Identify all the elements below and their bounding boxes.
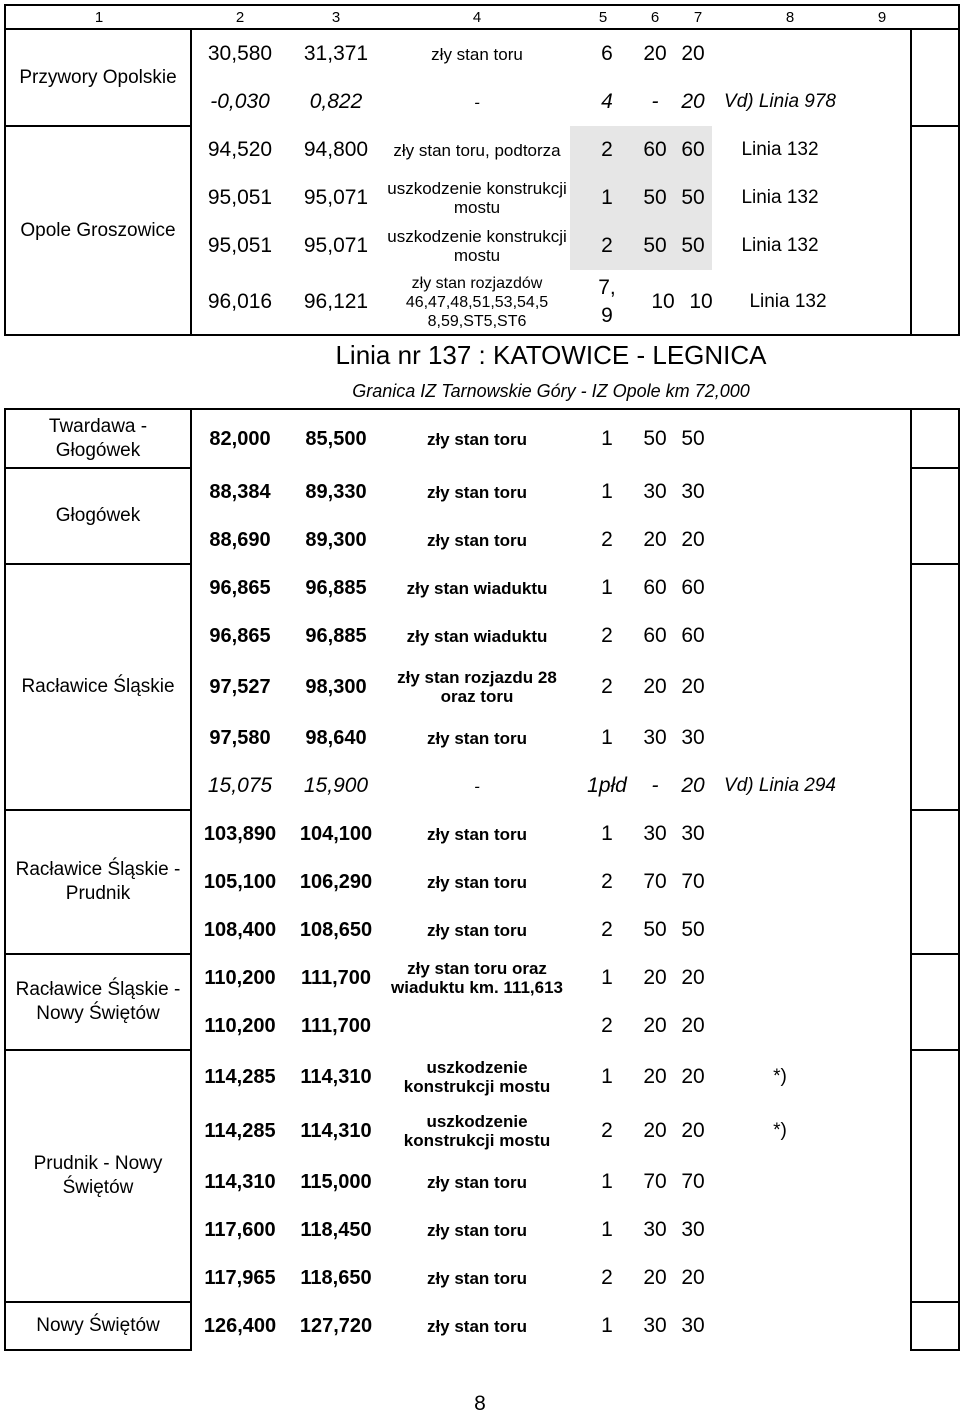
section-header (191, 335, 911, 409)
restriction-row (192, 410, 910, 468)
track: 1 (601, 726, 613, 749)
to-km: 85,500 (305, 427, 367, 450)
station-name: Opole Groszowice (20, 219, 176, 241)
track: 6 (601, 42, 613, 65)
speed-2: 20 (681, 675, 705, 698)
restriction-row (192, 714, 910, 762)
speed-2: 50 (674, 174, 712, 222)
to-km: 114,310 (300, 1119, 372, 1142)
reason: zły stan toru (426, 429, 528, 449)
track: 1 (601, 1065, 613, 1088)
restriction-row (192, 858, 910, 906)
from-km: 117,600 (204, 1218, 276, 1241)
station-cell (5, 1050, 191, 1302)
to-km: 0,822 (309, 90, 363, 113)
speed-1: 50 (636, 174, 674, 222)
speed-1: 60 (643, 576, 667, 599)
speed-1: 70 (643, 870, 667, 893)
restriction-row (192, 564, 910, 612)
restriction-row (192, 126, 910, 174)
from-km: 108,400 (203, 918, 277, 941)
reason: uszkodzenie konstrukcji mostu (403, 1058, 551, 1096)
header-row (5, 5, 959, 29)
to-km: 118,450 (300, 1218, 372, 1241)
speed-2: 30 (681, 480, 705, 503)
track: 1 (601, 1314, 613, 1337)
track: 2 (601, 1119, 613, 1142)
speed-1: 20 (643, 1065, 667, 1088)
speed-1: 20 (643, 1014, 667, 1037)
note: *) (773, 1120, 787, 1141)
reason: zły stan toru (431, 44, 523, 64)
reason: zły stan toru (426, 872, 528, 892)
to-km: 96,121 (303, 290, 369, 313)
note: Linia 132 (749, 291, 827, 312)
reason: zły stan toru (426, 1220, 528, 1240)
track: 1 (601, 822, 613, 845)
speed-1: 20 (643, 42, 667, 65)
speed-2: 60 (674, 126, 712, 174)
speed-2: 20 (681, 966, 705, 989)
from-km: 117,965 (204, 1266, 276, 1289)
from-km: 126,400 (203, 1314, 277, 1337)
from-km: 15,075 (207, 774, 273, 797)
reason: zły stan toru oraz wiaduktu km. 111,613 (391, 959, 563, 997)
speed-1: 10 (651, 290, 675, 313)
speed-1: 50 (636, 222, 674, 270)
station-name: Twardawa - Głogówek (48, 415, 148, 461)
from-km: 105,100 (203, 870, 277, 893)
track: 1 (601, 966, 613, 989)
restrictions-table (4, 4, 958, 1380)
col-1-header: 1 (94, 8, 104, 26)
track: 4 (601, 90, 613, 113)
reason: zły stan wiaduktu (406, 578, 548, 598)
col-2-header: 2 (235, 8, 245, 26)
station-name: Nowy Świętów (36, 1315, 160, 1336)
station-cell (5, 954, 191, 1050)
restriction-row (192, 810, 910, 858)
to-km: 127,720 (299, 1314, 373, 1337)
speed-2: 50 (674, 222, 712, 270)
to-km: 96,885 (305, 624, 367, 647)
to-km: 31,371 (303, 42, 369, 65)
restriction-row (192, 1158, 910, 1206)
track: 2 (570, 222, 636, 270)
speed-1: 20 (643, 675, 667, 698)
from-km: 95,051 (207, 234, 273, 257)
track: 2 (601, 1014, 613, 1037)
speed-1: 20 (643, 1119, 667, 1142)
speed-1: 60 (643, 624, 667, 647)
reason: - (474, 776, 480, 796)
speed-2: 70 (681, 870, 705, 893)
restriction-row (192, 762, 910, 810)
from-km: -0,030 (210, 90, 270, 113)
restriction-row (192, 1206, 910, 1254)
track: 2 (601, 528, 613, 551)
from-km: 96,016 (207, 290, 273, 313)
speed-2: 20 (681, 774, 705, 797)
reason: uszkodzenie konstrukcji mostu (403, 1112, 551, 1150)
note: Vd) Linia 294 (724, 775, 836, 796)
restriction-row (192, 174, 910, 222)
speed-2: 30 (681, 822, 705, 845)
reason: zły stan toru, podtorza (393, 140, 561, 160)
station-cell (5, 468, 191, 564)
to-km: 106,290 (299, 870, 373, 893)
track: 2 (601, 870, 613, 893)
speed-1: 50 (643, 427, 667, 450)
speed-1: - (651, 90, 659, 113)
track: 2 (601, 1266, 613, 1289)
restriction-row (192, 222, 910, 270)
note: Linia 132 (741, 235, 819, 256)
to-km: 98,300 (305, 675, 367, 698)
from-km: 114,310 (204, 1170, 276, 1193)
restriction-row (192, 612, 910, 660)
reason: zły stan toru (426, 1172, 528, 1192)
to-km: 98,640 (305, 726, 367, 749)
to-km: 89,330 (305, 480, 367, 503)
to-km: 96,885 (305, 576, 367, 599)
reason: zły stan toru (426, 728, 528, 748)
to-km: 118,650 (300, 1266, 372, 1289)
speed-2: 10 (689, 290, 713, 313)
from-km: 82,000 (209, 427, 271, 450)
track: 1płd (587, 774, 627, 797)
station-name: Racławice Śląskie (21, 676, 175, 697)
restriction-row (192, 78, 910, 126)
from-km: 30,580 (207, 42, 273, 65)
speed-1: 30 (643, 1218, 667, 1241)
speed-1: 20 (643, 1266, 667, 1289)
speed-1: - (651, 774, 659, 797)
speed-2: 60 (681, 624, 705, 647)
speed-1: 20 (643, 966, 667, 989)
speed-2: 50 (681, 427, 705, 450)
reason: zły stan toru (426, 920, 528, 940)
reason: uszkodzenie konstrukcji mostu (387, 179, 567, 217)
station-cell (5, 409, 191, 468)
track: 7, 9 (598, 276, 616, 327)
track: 1 (570, 174, 636, 222)
station-cell (5, 126, 191, 335)
note: Vd) Linia 978 (724, 91, 836, 112)
track: 2 (601, 918, 613, 941)
reason: zły stan toru (426, 1268, 528, 1288)
from-km: 103,890 (203, 822, 277, 845)
station-cell (5, 29, 191, 126)
speed-2: 70 (681, 1170, 705, 1193)
speed-1: 20 (643, 528, 667, 551)
station-name: Głogówek (55, 505, 141, 526)
page-number: 8 (474, 1392, 486, 1415)
track: 1 (601, 1170, 613, 1193)
restriction-row (192, 516, 910, 564)
speed-2: 20 (681, 42, 705, 65)
track: 2 (570, 126, 636, 174)
station-name: Racławice Śląskie - Prudnik (15, 859, 181, 904)
speed-2: 50 (681, 918, 705, 941)
to-km: 95,071 (303, 234, 369, 257)
station-cell (5, 1302, 191, 1350)
speed-2: 20 (681, 1119, 705, 1142)
reason: zły stan toru (426, 1316, 528, 1336)
from-km: 97,580 (209, 726, 271, 749)
restriction-row (192, 1254, 910, 1302)
track: 1 (601, 427, 613, 450)
col-7-header: 7 (693, 8, 703, 26)
speed-2: 30 (681, 726, 705, 749)
restriction-row (192, 1002, 910, 1050)
restriction-row (192, 660, 910, 714)
reason: zły stan rozjazdów 46,47,48,51,53,54,5 8,59,ST5,ST6 (405, 274, 549, 330)
from-km: 96,865 (209, 576, 271, 599)
to-km: 111,700 (300, 1014, 372, 1037)
restriction-row (192, 30, 910, 78)
speed-2: 20 (681, 90, 705, 113)
to-km: 104,100 (299, 822, 373, 845)
col-6-header: 6 (650, 8, 660, 26)
reason: - (474, 92, 480, 112)
from-km: 114,285 (204, 1065, 276, 1088)
track: 2 (601, 624, 613, 647)
speed-1: 30 (643, 1314, 667, 1337)
track: 1 (601, 1218, 613, 1241)
restriction-row (192, 1104, 910, 1158)
speed-1: 30 (643, 822, 667, 845)
speed-1: 30 (643, 480, 667, 503)
from-km: 88,384 (209, 480, 271, 503)
speed-2: 20 (681, 1266, 705, 1289)
to-km: 108,650 (299, 918, 373, 941)
speed-1: 70 (643, 1170, 667, 1193)
to-km: 94,800 (303, 138, 369, 161)
speed-2: 20 (681, 528, 705, 551)
to-km: 111,700 (300, 966, 372, 989)
note: Linia 132 (741, 139, 819, 160)
speed-2: 20 (681, 1065, 705, 1088)
from-km: 110,200 (204, 1014, 276, 1037)
restriction-row (192, 468, 910, 516)
station-cell (5, 810, 191, 954)
speed-2: 20 (681, 1014, 705, 1037)
from-km: 94,520 (207, 138, 273, 161)
restriction-row (192, 270, 910, 334)
to-km: 115,000 (300, 1170, 372, 1193)
restriction-row (192, 1302, 910, 1350)
from-km: 114,285 (204, 1119, 276, 1142)
note: Linia 132 (741, 187, 819, 208)
from-km: 95,051 (207, 186, 273, 209)
section-title: Linia nr 137 : KATOWICE - LEGNICA (335, 339, 767, 370)
station-cell (5, 564, 191, 810)
section-subtitle: Granica IZ Tarnowskie Góry - IZ Opole km 72,000 (352, 380, 750, 401)
col-9-header: 9 (877, 8, 887, 26)
col-5-header: 5 (598, 8, 608, 26)
speed-1: 60 (636, 126, 674, 174)
col-8-header: 8 (785, 8, 795, 26)
from-km: 110,200 (204, 966, 276, 989)
note: *) (773, 1066, 787, 1087)
station-name: Racławice Śląskie - Nowy Świętów (15, 979, 181, 1024)
speed-1: 30 (643, 726, 667, 749)
station-name: Prudnik - Nowy Świętów (33, 1153, 163, 1198)
restriction-row (192, 1050, 910, 1104)
track: 1 (601, 576, 613, 599)
reason: zły stan toru (426, 482, 528, 502)
col-3-header: 3 (331, 8, 341, 26)
reason: uszkodzenie konstrukcji mostu (387, 227, 567, 265)
from-km: 96,865 (209, 624, 271, 647)
track: 1 (601, 480, 613, 503)
restriction-row (192, 954, 910, 1002)
to-km: 95,071 (303, 186, 369, 209)
speed-2: 60 (681, 576, 705, 599)
station-name: Przywory Opolskie (19, 66, 177, 88)
reason: zły stan toru (426, 824, 528, 844)
reason: zły stan toru (426, 530, 528, 550)
to-km: 114,310 (300, 1065, 372, 1088)
to-km: 89,300 (305, 528, 367, 551)
speed-2: 30 (681, 1314, 705, 1337)
restriction-row (192, 906, 910, 954)
to-km: 15,900 (303, 774, 369, 797)
speed-2: 30 (681, 1218, 705, 1241)
from-km: 88,690 (209, 528, 271, 551)
from-km: 97,527 (209, 675, 271, 698)
reason: zły stan rozjazdu 28 oraz toru (397, 668, 557, 706)
reason: zły stan wiaduktu (406, 626, 548, 646)
speed-1: 50 (643, 918, 667, 941)
track: 2 (601, 675, 613, 698)
col-4-header: 4 (472, 8, 482, 26)
